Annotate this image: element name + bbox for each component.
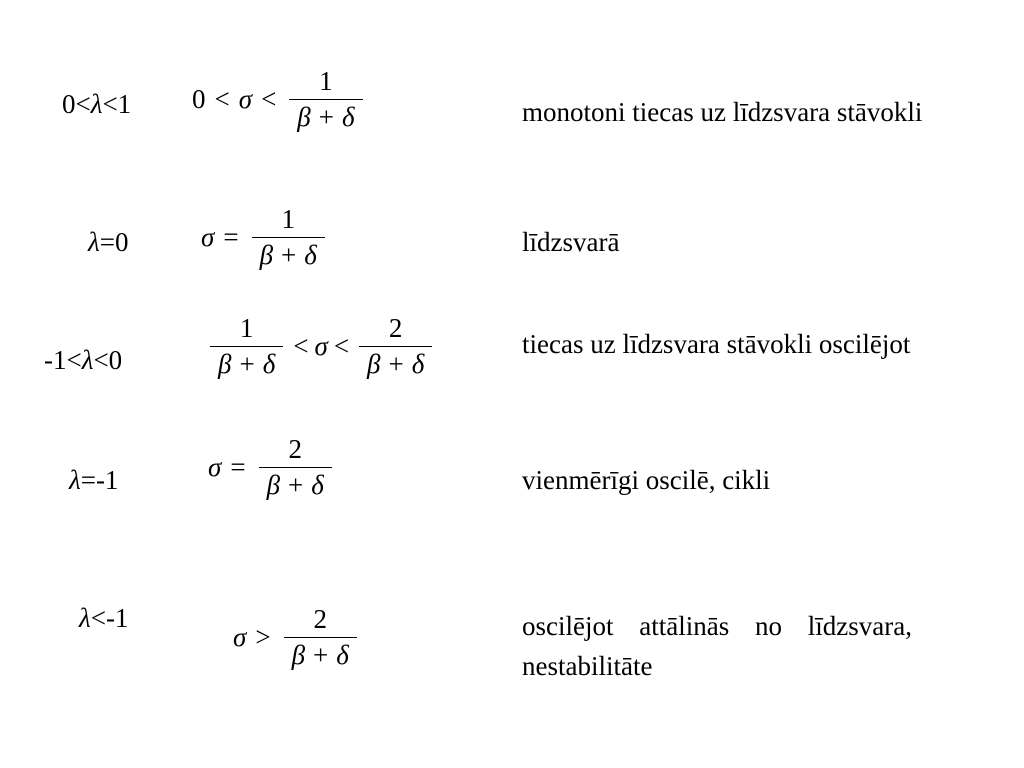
- plus-sign: +: [288, 470, 304, 501]
- condition-relation: <: [66, 345, 82, 375]
- description-row-5: oscilējot attālinās no līdzsvara, nestabilitāte: [522, 611, 912, 681]
- sigma-symbol: σ: [238, 84, 253, 115]
- formula-less-than: <: [261, 84, 277, 115]
- plus-sign: +: [313, 640, 329, 671]
- condition-relation: <: [93, 345, 109, 375]
- condition-relation: <: [75, 89, 91, 119]
- delta-symbol: δ: [411, 349, 425, 380]
- formula-greater-than: >: [255, 622, 271, 653]
- condition-value: -1: [95, 465, 119, 495]
- condition-lower-bound: 0: [62, 89, 76, 119]
- fraction-numerator: 1: [281, 204, 295, 234]
- fraction-denominator: [210, 346, 283, 380]
- formula-row-1: [192, 66, 367, 133]
- condition-relation: =: [80, 465, 96, 495]
- delta-symbol: δ: [341, 102, 355, 133]
- condition-row-5: [79, 605, 128, 632]
- fraction-numerator: 2: [288, 434, 302, 464]
- fraction: [252, 204, 325, 271]
- fraction-denominator: [284, 637, 357, 671]
- formula-less-than: <: [333, 331, 350, 362]
- sigma-symbol: σ: [314, 331, 328, 362]
- formula-less-than: <: [293, 331, 309, 362]
- formula-equals: =: [223, 222, 239, 253]
- lambda-symbol: λ: [69, 465, 81, 495]
- fraction-numerator: 1: [239, 313, 254, 343]
- formula-equals: =: [230, 452, 246, 483]
- delta-symbol: δ: [311, 470, 324, 501]
- formula-row-4: [208, 434, 336, 501]
- fraction-left: [210, 313, 283, 380]
- beta-symbol: β: [297, 102, 311, 133]
- condition-lower-bound: -1: [44, 345, 67, 375]
- condition-value: -1: [105, 603, 129, 633]
- lambda-symbol: λ: [81, 345, 94, 375]
- fraction-denominator: [259, 467, 332, 501]
- beta-symbol: β: [259, 240, 274, 271]
- fraction: [259, 434, 332, 501]
- fraction-denominator: [359, 346, 432, 380]
- delta-symbol: δ: [336, 640, 349, 671]
- fraction-numerator: 2: [313, 604, 327, 634]
- fraction: [289, 66, 362, 133]
- fraction: [284, 604, 357, 671]
- description-row-2: līdzsvarā: [522, 227, 620, 257]
- formula-row-3: [206, 313, 436, 380]
- condition-row-2: [88, 229, 128, 256]
- plus-sign: +: [318, 102, 334, 133]
- fraction-numerator: 1: [319, 66, 333, 96]
- lambda-symbol: λ: [88, 227, 100, 257]
- plus-sign: +: [388, 349, 404, 380]
- condition-relation: =: [99, 227, 115, 257]
- delta-symbol: δ: [304, 240, 317, 271]
- description-row-4: vienmērīgi oscilē, cikli: [522, 465, 771, 495]
- condition-upper-bound: 1: [117, 89, 132, 119]
- formula-less-than: <: [214, 84, 230, 115]
- formula-row-2: [201, 204, 329, 271]
- beta-symbol: β: [367, 349, 381, 380]
- fraction-denominator: [289, 99, 362, 133]
- condition-row-3: [44, 347, 122, 374]
- condition-relation: <: [102, 89, 118, 119]
- condition-upper-bound: 0: [108, 345, 123, 375]
- beta-symbol: β: [266, 470, 281, 501]
- formula-zero: 0: [192, 84, 206, 115]
- formula-row-5: [233, 604, 361, 671]
- fraction-denominator: [252, 237, 325, 271]
- beta-symbol: β: [218, 349, 232, 380]
- plus-sign: +: [239, 349, 255, 380]
- condition-row-1: [62, 91, 131, 118]
- fraction-numerator: 2: [388, 313, 403, 343]
- condition-row-4: [69, 467, 118, 494]
- condition-value: 0: [114, 227, 129, 257]
- beta-symbol: β: [291, 640, 306, 671]
- condition-relation: <: [90, 603, 106, 633]
- sigma-symbol: σ: [233, 622, 247, 653]
- lambda-symbol: λ: [79, 603, 91, 633]
- plus-sign: +: [281, 240, 297, 271]
- lambda-symbol: λ: [90, 89, 103, 119]
- delta-symbol: δ: [262, 349, 276, 380]
- sigma-symbol: σ: [208, 452, 222, 483]
- sigma-symbol: σ: [201, 222, 215, 253]
- description-row-1: monotoni tiecas uz līdzsvara stāvokli: [522, 97, 923, 127]
- fraction-right: [359, 313, 432, 380]
- description-row-3: tiecas uz līdzsvara stāvokli oscilējot: [522, 329, 911, 359]
